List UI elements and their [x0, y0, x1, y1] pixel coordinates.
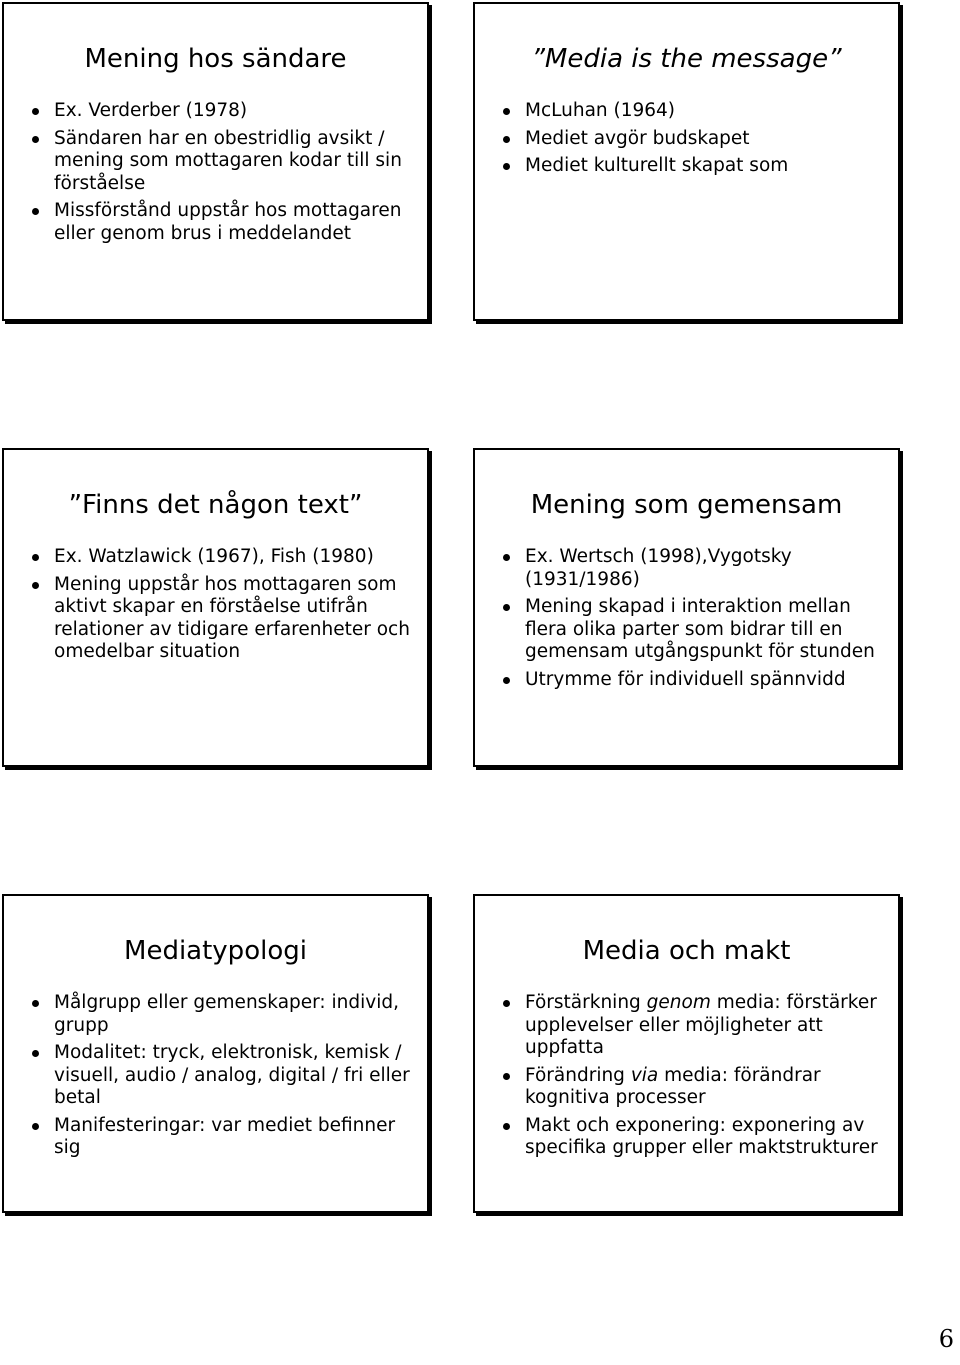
slide-title: Media och makt: [582, 936, 791, 966]
bullet-item: Utrymme för individuell spännvidd: [503, 669, 888, 692]
bullet-item: Mening skapad i interaktion mellan flera olika parter som bidrar till en gemensam utgångspunkt för stunden: [503, 596, 888, 664]
slide-title: ”Media is the message”: [531, 44, 842, 74]
slide-finns-det-nagon-text: [2, 448, 429, 767]
bullet-item: McLuhan (1964): [503, 100, 888, 123]
bullet-item: Missförstånd uppstår hos mottagaren eller genom brus i meddelandet: [32, 200, 417, 245]
bullet-list: [503, 100, 888, 178]
slide-title: Mediatypologi: [124, 936, 307, 966]
bullet-item: Mening uppstår hos mottagaren som aktivt skapar en förståelse utifrån relationer av tidigare erfarenheter och omedelbar situation: [32, 574, 417, 664]
bullet-text: media: förändrar kognitiva processer: [525, 1064, 821, 1108]
bullet-emphasis: via: [630, 1064, 659, 1086]
slide-title: Mening hos sändare: [84, 44, 347, 74]
bullet-text: media: förstärker upplevelser eller möjligheter att uppfatta: [525, 992, 877, 1058]
bullet-item: Sändaren har en obestridlig avsikt / mening som mottagaren kodar till sin förståelse: [32, 128, 417, 196]
bullet-text: Förändring: [525, 1064, 631, 1086]
bullet-emphasis: genom: [646, 992, 711, 1013]
bullet-item: Ex. Verderber (1978): [32, 100, 417, 123]
page-number: 6: [938, 1325, 954, 1353]
slide-media-is-the-message: [473, 2, 900, 321]
bullet-item: [503, 1115, 888, 1160]
bullet-list: [32, 992, 417, 1160]
bullet-item: Målgrupp eller gemenskaper: individ, grupp: [32, 992, 417, 1037]
bullet-item: Ex. Wertsch (1998),Vygotsky (1931/1986): [503, 546, 888, 591]
slide-title: Mening som gemensam: [530, 490, 843, 520]
bullet-item: Mediet avgör budskapet: [503, 128, 888, 151]
bullet-list: [503, 992, 888, 1160]
bullet-item: Manifesteringar: var mediet befinner sig: [32, 1115, 417, 1160]
slide-title: ”Finns det någon text”: [68, 490, 363, 520]
slide-mening-hos-sandare: [2, 2, 429, 321]
bullet-text: Makt och exponering: exponering av specifika grupper eller maktstrukturer: [525, 1114, 878, 1158]
slide-mediatypologi: [2, 894, 429, 1213]
bullet-item: Ex. Watzlawick (1967), Fish (1980): [32, 546, 417, 569]
bullet-list: [503, 546, 888, 691]
bullet-list: [32, 546, 417, 664]
bullet-item: [503, 992, 888, 1060]
bullet-item: [503, 1065, 888, 1110]
slide-mening-som-gemensam: [473, 448, 900, 767]
slide-media-och-makt: [473, 894, 900, 1213]
bullet-item: Mediet kulturellt skapat som: [503, 155, 888, 178]
bullet-list: [32, 100, 417, 245]
bullet-text: Förstärkning: [525, 992, 647, 1013]
bullet-item: Modalitet: tryck, elektronisk, kemisk / visuell, audio / analog, digital / fri eller betal: [32, 1042, 417, 1110]
